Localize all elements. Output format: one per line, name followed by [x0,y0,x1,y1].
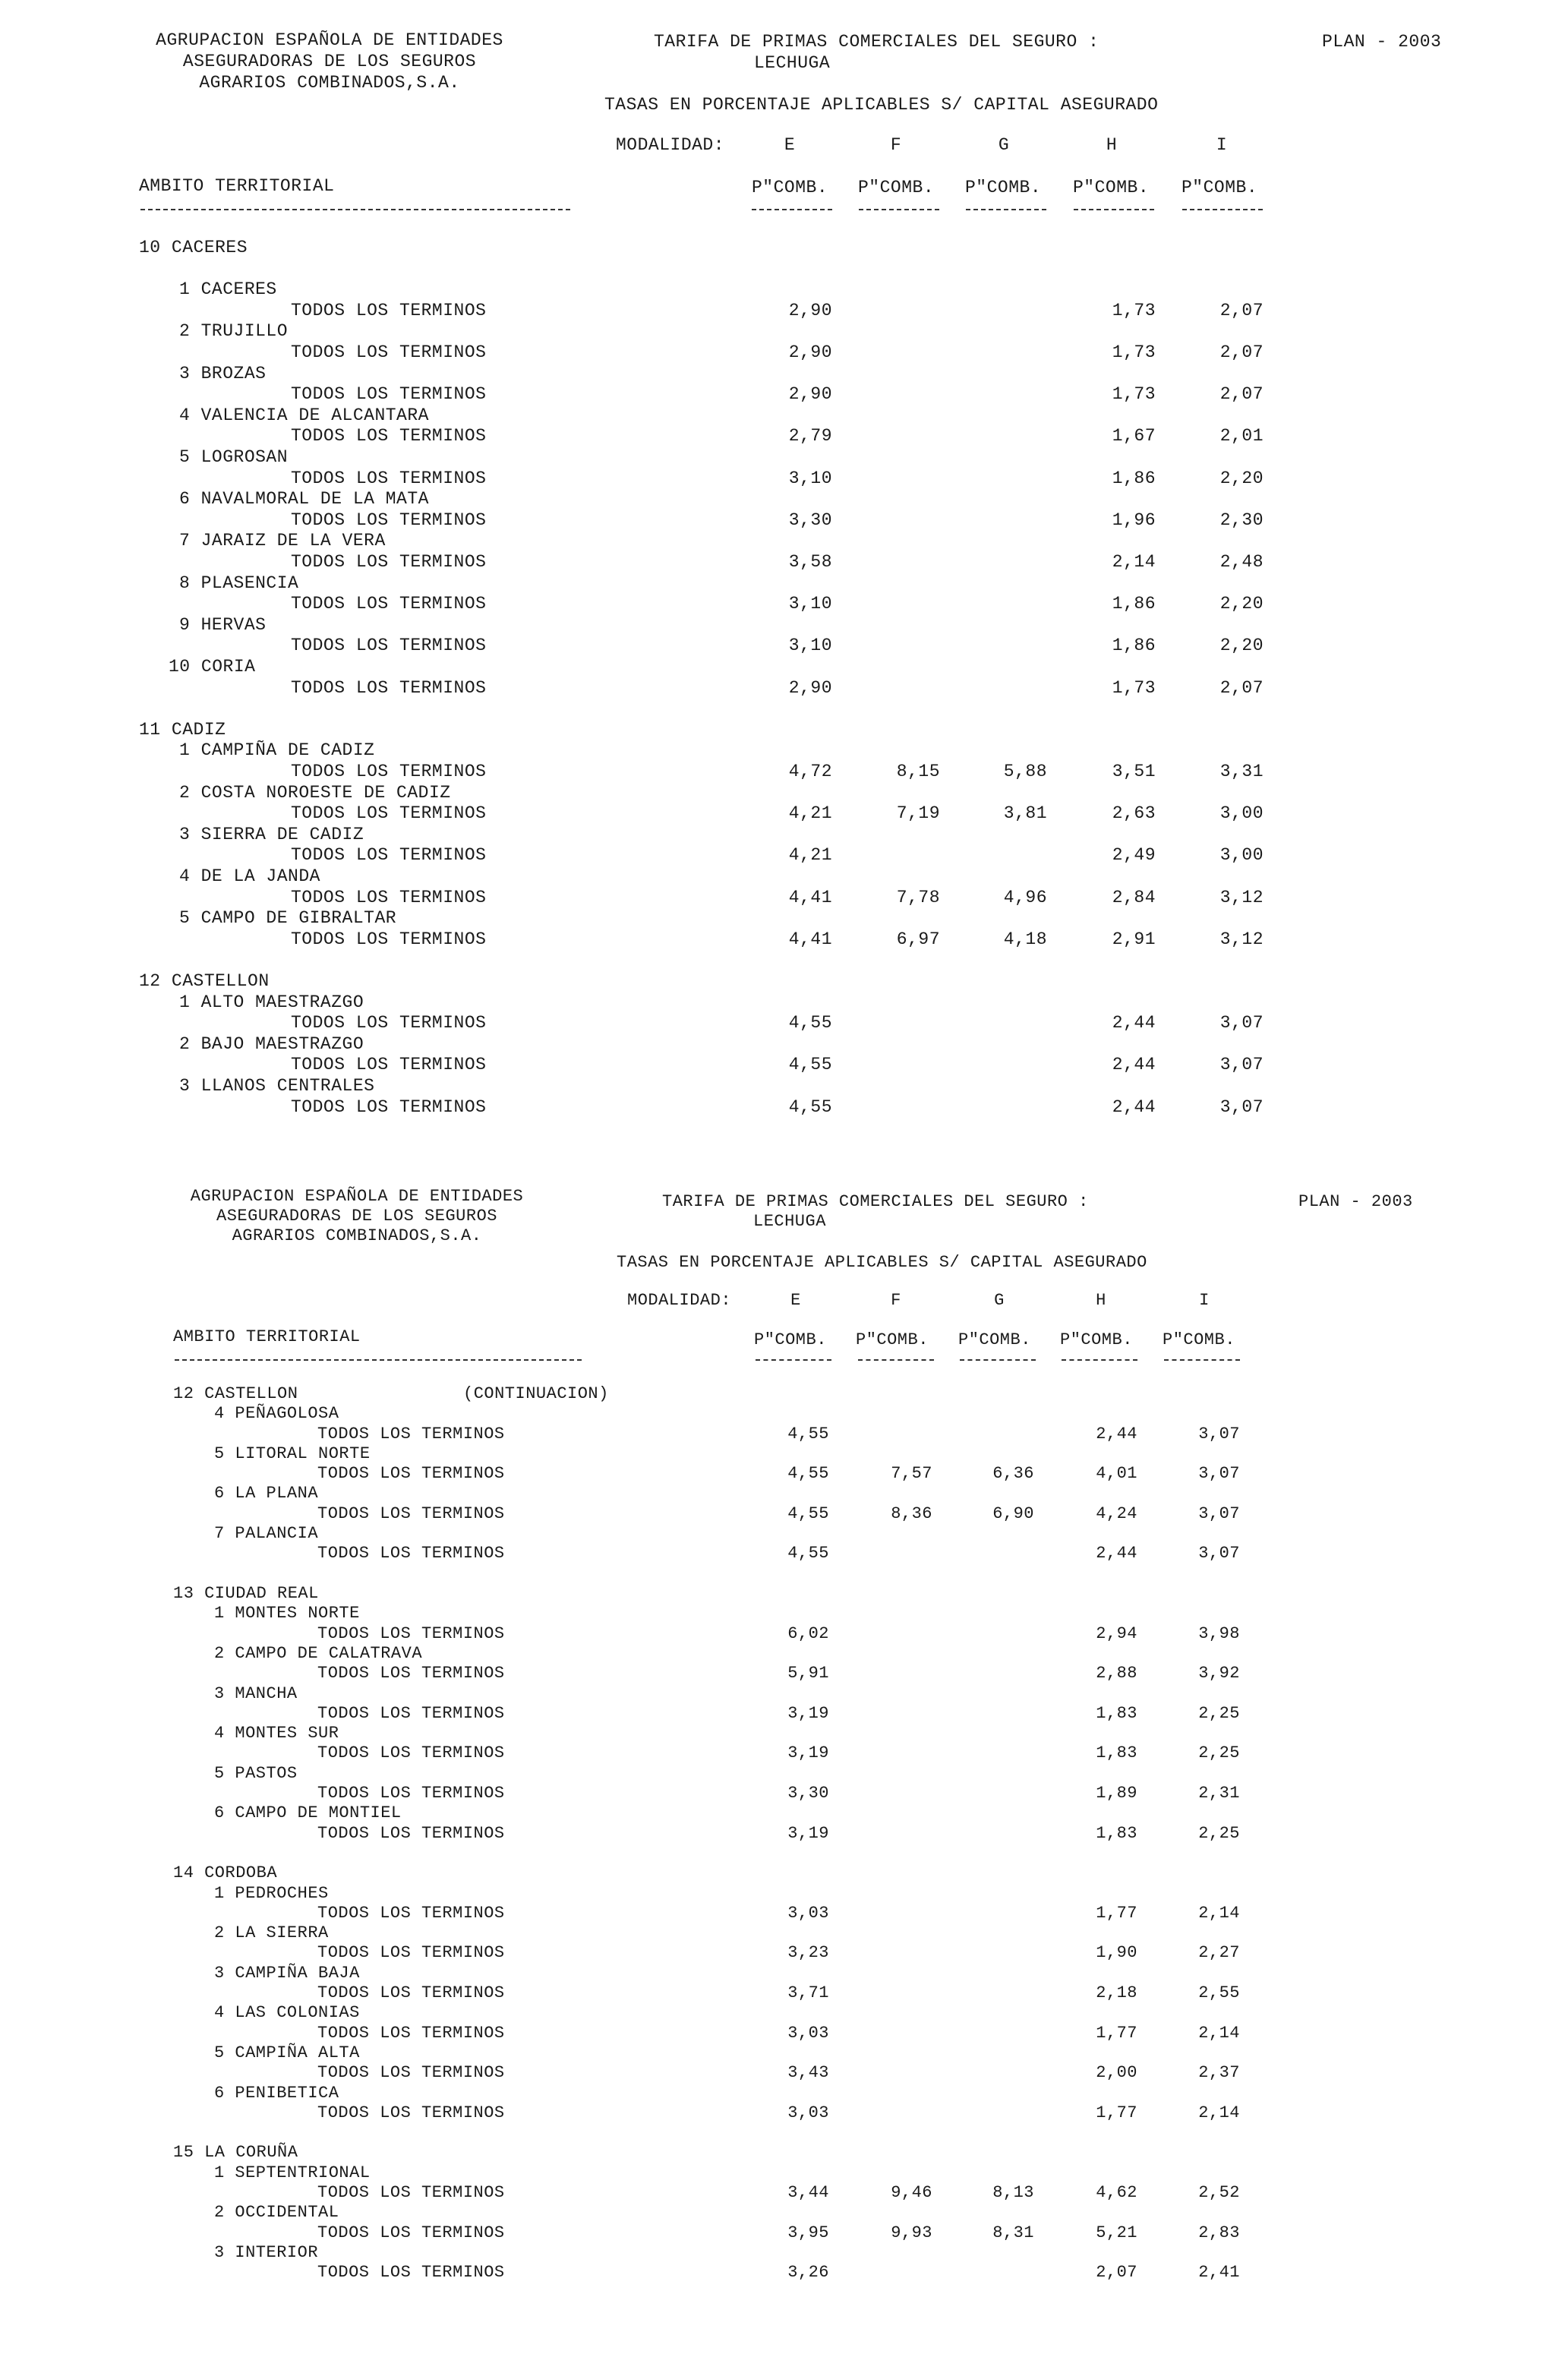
comarca-label: 4 VALENCIA DE ALCANTARA [179,405,429,425]
rate-h: 4,24 [1096,1504,1137,1523]
modalidad-h: H [1096,1291,1106,1310]
rate-h: 1,73 [1112,384,1156,404]
rate-f: 7,57 [891,1464,932,1483]
comarca-label: 2 COSTA NOROESTE DE CADIZ [179,783,451,803]
col-underline-f [859,209,939,210]
terminos-label: TODOS LOS TERMINOS [317,1824,505,1843]
terminos-label: TODOS LOS TERMINOS [291,929,487,949]
comarca-label: 2 BAJO MAESTRAZGO [179,1034,364,1054]
rate-i: 2,52 [1198,2183,1240,2202]
rate-e: 2,90 [788,301,832,320]
comarca-label: 6 CAMPO DE MONTIEL [214,1803,402,1822]
rate-g: 4,96 [1003,888,1047,907]
rate-h: 2,84 [1112,888,1156,907]
rate-i: 3,00 [1219,803,1264,823]
rate-h: 1,73 [1112,342,1156,362]
col-underline-i [1182,209,1263,210]
comarca-label: 5 LOGROSAN [179,447,289,467]
rate-e: 2,90 [788,384,832,404]
rate-h: 3,51 [1112,762,1156,781]
comarca-label: 8 PLASENCIA [179,573,299,593]
col-header-h: P"COMB. [1073,178,1150,197]
rate-e: 3,23 [787,1943,829,1962]
rate-g: 6,36 [992,1464,1034,1483]
rate-f: 9,46 [891,2183,932,2202]
terminos-label: TODOS LOS TERMINOS [291,426,487,446]
rate-e: 3,95 [787,2223,829,2242]
rate-e: 3,58 [788,552,832,572]
terminos-label: TODOS LOS TERMINOS [317,2223,505,2242]
rate-e: 2,90 [788,678,832,698]
rate-e: 3,03 [787,1904,829,1923]
ambito-underline [140,209,570,210]
terminos-label: TODOS LOS TERMINOS [291,888,487,907]
col-underline-i [1164,1359,1240,1361]
comarca-label: 2 TRUJILLO [179,321,289,341]
col-header-e: P"COMB. [754,1330,827,1349]
rate-h: 1,73 [1112,301,1156,320]
terminos-label: TODOS LOS TERMINOS [291,1097,487,1117]
rate-e: 4,55 [787,1504,829,1523]
col-underline-e [752,209,832,210]
comarca-label: 3 SIERRA DE CADIZ [179,825,364,844]
rate-i: 2,55 [1198,1983,1240,2002]
terminos-label: TODOS LOS TERMINOS [291,510,487,530]
rate-i: 2,48 [1219,552,1264,572]
comarca-label: 4 PEÑAGOLOSA [214,1404,339,1423]
modalidad-i: I [1199,1291,1210,1310]
modalidad-label: MODALIDAD: [616,135,725,155]
rate-i: 2,14 [1198,2103,1240,2122]
rate-h: 1,83 [1096,1704,1137,1723]
rate-g: 6,90 [992,1504,1034,1523]
comarca-label: 5 PASTOS [214,1764,298,1783]
comarca-label: 3 INTERIOR [214,2243,319,2262]
rate-i: 3,12 [1219,888,1264,907]
terminos-label: TODOS LOS TERMINOS [291,342,487,362]
rate-f: 8,36 [891,1504,932,1523]
rate-i: 2,20 [1219,469,1264,488]
terminos-label: TODOS LOS TERMINOS [291,1055,487,1074]
modalidad-label: MODALIDAD: [627,1291,732,1310]
rate-h: 2,14 [1112,552,1156,572]
modalidad-g: G [998,135,1010,155]
rate-h: 2,49 [1112,845,1156,865]
terminos-label: TODOS LOS TERMINOS [317,1464,505,1483]
comarca-label: 5 CAMPIÑA ALTA [214,2043,360,2062]
terminos-label: TODOS LOS TERMINOS [317,2024,505,2043]
rate-e: 4,41 [788,929,832,949]
rate-i: 2,07 [1219,342,1264,362]
col-underline-g [960,1359,1036,1361]
ambito-label: AMBITO TERRITORIAL [173,1327,361,1346]
comarca-label: 7 JARAIZ DE LA VERA [179,531,386,551]
rate-i: 3,12 [1219,929,1264,949]
comarca-label: 10 CORIA [169,657,256,677]
rate-h: 1,89 [1096,1784,1137,1803]
rate-h: 2,91 [1112,929,1156,949]
col-header-h: P"COMB. [1060,1330,1133,1349]
rate-h: 2,94 [1096,1624,1137,1643]
comarca-label: 3 MANCHA [214,1684,298,1703]
modalidad-f: F [891,1291,901,1310]
col-header-f: P"COMB. [858,178,935,197]
rate-g: 8,31 [992,2223,1034,2242]
terminos-label: TODOS LOS TERMINOS [291,636,487,655]
rate-e: 6,02 [787,1624,829,1643]
rate-h: 2,44 [1112,1055,1156,1074]
terminos-label: TODOS LOS TERMINOS [317,1624,505,1643]
comarca-label: 3 LLANOS CENTRALES [179,1076,375,1096]
rate-h: 2,00 [1096,2063,1137,2082]
rate-i: 3,92 [1198,1664,1240,1683]
rate-h: 1,83 [1096,1743,1137,1762]
rate-h: 1,86 [1112,594,1156,614]
terminos-label: TODOS LOS TERMINOS [291,845,487,865]
terminos-label: TODOS LOS TERMINOS [317,1943,505,1962]
province-heading: 15 LA CORUÑA [173,2143,298,2162]
comarca-label: 9 HERVAS [179,615,267,635]
rate-f: 9,93 [891,2223,932,2242]
rate-i: 2,20 [1219,636,1264,655]
terminos-label: TODOS LOS TERMINOS [317,2263,505,2282]
province-heading: 12 CASTELLON [173,1384,298,1403]
rate-h: 1,77 [1096,2024,1137,2043]
modalidad-f: F [890,135,902,155]
rate-e: 3,19 [787,1824,829,1843]
rate-i: 3,07 [1198,1504,1240,1523]
rate-e: 2,79 [788,426,832,446]
col-header-g: P"COMB. [965,178,1042,197]
rate-h: 4,01 [1096,1464,1137,1483]
org-name-line-3: AGRARIOS COMBINADOS,S.A. [232,1226,482,1245]
terminos-label: TODOS LOS TERMINOS [317,1904,505,1923]
rate-i: 2,25 [1198,1824,1240,1843]
rate-e: 3,10 [788,594,832,614]
col-underline-g [966,209,1046,210]
rate-h: 2,88 [1096,1664,1137,1683]
comarca-label: 2 LA SIERRA [214,1923,329,1942]
rate-h: 2,44 [1112,1013,1156,1033]
terminos-label: TODOS LOS TERMINOS [291,678,487,698]
org-name-line-3: AGRARIOS COMBINADOS,S.A. [199,73,460,93]
rate-i: 2,01 [1219,426,1264,446]
rate-e: 3,71 [787,1983,829,2002]
rate-e: 4,55 [787,1544,829,1563]
col-underline-h [1074,209,1154,210]
col-header-f: P"COMB. [856,1330,929,1349]
comarca-label: 6 LA PLANA [214,1484,319,1503]
rate-i: 2,31 [1198,1784,1240,1803]
comarca-label: 5 LITORAL NORTE [214,1444,371,1463]
rate-h: 1,86 [1112,469,1156,488]
rate-g: 3,81 [1003,803,1047,823]
province-heading: 14 CORDOBA [173,1863,278,1882]
province-heading: 11 CADIZ [139,720,226,740]
rate-h: 2,44 [1096,1425,1137,1444]
terminos-label: TODOS LOS TERMINOS [291,384,487,404]
rate-i: 3,07 [1198,1464,1240,1483]
rate-i: 2,83 [1198,2223,1240,2242]
province-heading: 13 CIUDAD REAL [173,1584,319,1603]
rate-i: 2,07 [1219,678,1264,698]
rate-f: 6,97 [896,929,940,949]
province-heading: 10 CACERES [139,238,248,257]
rate-e: 4,55 [788,1055,832,1074]
rate-i: 2,25 [1198,1704,1240,1723]
rate-e: 3,30 [788,510,832,530]
rate-i: 3,07 [1198,1425,1240,1444]
rate-h: 1,73 [1112,678,1156,698]
terminos-label: TODOS LOS TERMINOS [291,552,487,572]
org-name-line-1: AGRUPACION ESPAÑOLA DE ENTIDADES [190,1187,524,1206]
rate-i: 2,30 [1219,510,1264,530]
terminos-label: TODOS LOS TERMINOS [317,1704,505,1723]
comarca-label: 4 DE LA JANDA [179,866,320,886]
rate-i: 2,14 [1198,1904,1240,1923]
rate-e: 3,43 [787,2063,829,2082]
rate-i: 2,37 [1198,2063,1240,2082]
plan-year: PLAN - 2003 [1322,32,1442,52]
crop-name: LECHUGA [753,1212,826,1231]
terminos-label: TODOS LOS TERMINOS [317,1425,505,1444]
rate-h: 2,44 [1112,1097,1156,1117]
comarca-label: 2 OCCIDENTAL [214,2203,339,2222]
rate-h: 1,83 [1096,1824,1137,1843]
rate-e: 4,41 [788,888,832,907]
terminos-label: TODOS LOS TERMINOS [317,1504,505,1523]
rate-h: 5,21 [1096,2223,1137,2242]
rate-h: 1,77 [1096,1904,1137,1923]
rate-i: 3,07 [1219,1055,1264,1074]
col-header-g: P"COMB. [958,1330,1031,1349]
rate-h: 1,96 [1112,510,1156,530]
col-underline-e [756,1359,831,1361]
rate-i: 2,25 [1198,1743,1240,1762]
rate-i: 3,31 [1219,762,1264,781]
rate-i: 2,07 [1219,301,1264,320]
modalidad-i: I [1216,135,1228,155]
org-name-line-1: AGRUPACION ESPAÑOLA DE ENTIDADES [156,30,503,50]
rate-e: 3,03 [787,2103,829,2122]
terminos-label: TODOS LOS TERMINOS [291,594,487,614]
rate-i: 3,98 [1198,1624,1240,1643]
rate-g: 5,88 [1003,762,1047,781]
comarca-label: 1 PEDROCHES [214,1884,329,1903]
terminos-label: TODOS LOS TERMINOS [317,1664,505,1683]
comarca-label: 1 MONTES NORTE [214,1604,360,1623]
rate-e: 3,10 [788,469,832,488]
tariff-title: TARIFA DE PRIMAS COMERCIALES DEL SEGURO : [662,1192,1089,1211]
rate-e: 4,72 [788,762,832,781]
rate-f: 7,19 [896,803,940,823]
rates-subtitle: TASAS EN PORCENTAJE APLICABLES S/ CAPITAL ASEGURADO [617,1253,1147,1272]
rate-i: 3,07 [1219,1097,1264,1117]
rate-h: 1,67 [1112,426,1156,446]
province-heading: 12 CASTELLON [139,971,270,991]
rate-h: 2,63 [1112,803,1156,823]
comarca-label: 4 LAS COLONIAS [214,2003,360,2022]
rate-e: 4,55 [787,1425,829,1444]
rate-e: 3,26 [787,2263,829,2282]
crop-name: LECHUGA [754,53,831,73]
col-header-i: P"COMB. [1163,1330,1235,1349]
terminos-label: TODOS LOS TERMINOS [317,2063,505,2082]
rate-e: 4,55 [787,1464,829,1483]
comarca-label: 3 BROZAS [179,364,267,383]
rate-e: 3,19 [787,1743,829,1762]
org-name-line-2: ASEGURADORAS DE LOS SEGUROS [216,1207,497,1226]
rate-i: 3,00 [1219,845,1264,865]
terminos-label: TODOS LOS TERMINOS [291,1013,487,1033]
terminos-label: TODOS LOS TERMINOS [317,2183,505,2202]
rate-e: 4,21 [788,845,832,865]
terminos-label: TODOS LOS TERMINOS [291,469,487,488]
terminos-label: TODOS LOS TERMINOS [291,803,487,823]
modalidad-g: G [994,1291,1005,1310]
rate-i: 2,27 [1198,1943,1240,1962]
comarca-label: 7 PALANCIA [214,1524,319,1543]
modalidad-h: H [1106,135,1118,155]
rate-e: 3,03 [787,2024,829,2043]
plan-year: PLAN - 2003 [1298,1192,1413,1211]
rate-e: 3,10 [788,636,832,655]
comarca-label: 1 CAMPIÑA DE CADIZ [179,740,375,760]
comarca-label: 6 PENIBETICA [214,2084,339,2103]
ambito-label: AMBITO TERRITORIAL [139,176,335,196]
col-header-i: P"COMB. [1182,178,1258,197]
comarca-label: 2 CAMPO DE CALATRAVA [214,1644,423,1663]
rate-e: 4,21 [788,803,832,823]
rate-h: 2,07 [1096,2263,1137,2282]
terminos-label: TODOS LOS TERMINOS [317,1784,505,1803]
rate-e: 4,55 [788,1097,832,1117]
rate-e: 3,44 [787,2183,829,2202]
terminos-label: TODOS LOS TERMINOS [291,301,487,320]
rate-h: 2,18 [1096,1983,1137,2002]
rate-e: 3,30 [787,1784,829,1803]
comarca-label: 4 MONTES SUR [214,1724,339,1743]
comarca-label: 1 ALTO MAESTRAZGO [179,992,364,1012]
terminos-label: TODOS LOS TERMINOS [317,1743,505,1762]
rate-h: 1,77 [1096,2103,1137,2122]
terminos-label: TODOS LOS TERMINOS [317,2103,505,2122]
rate-i: 2,20 [1219,594,1264,614]
modalidad-e: E [784,135,796,155]
rate-g: 4,18 [1003,929,1047,949]
rate-h: 1,90 [1096,1943,1137,1962]
rate-i: 2,07 [1219,384,1264,404]
rate-f: 7,78 [896,888,940,907]
terminos-label: TODOS LOS TERMINOS [291,762,487,781]
comarca-label: 3 CAMPIÑA BAJA [214,1964,360,1983]
comarca-label: 5 CAMPO DE GIBRALTAR [179,908,397,928]
terminos-label: TODOS LOS TERMINOS [317,1544,505,1563]
rate-i: 3,07 [1198,1544,1240,1563]
rate-e: 3,19 [787,1704,829,1723]
terminos-label: TODOS LOS TERMINOS [317,1983,505,2002]
col-underline-h [1062,1359,1137,1361]
rate-i: 2,14 [1198,2024,1240,2043]
rate-i: 3,07 [1219,1013,1264,1033]
col-header-e: P"COMB. [752,178,828,197]
continuation-note: (CONTINUACION) [463,1384,609,1403]
comarca-label: 6 NAVALMORAL DE LA MATA [179,489,429,509]
modalidad-e: E [790,1291,801,1310]
rate-e: 2,90 [788,342,832,362]
col-underline-f [858,1359,934,1361]
tariff-title: TARIFA DE PRIMAS COMERCIALES DEL SEGURO : [654,32,1099,52]
comarca-label: 1 CACERES [179,279,277,299]
rate-e: 5,91 [787,1664,829,1683]
rate-i: 2,41 [1198,2263,1240,2282]
rate-h: 1,86 [1112,636,1156,655]
rate-g: 8,13 [992,2183,1034,2202]
rate-h: 2,44 [1096,1544,1137,1563]
rates-subtitle: TASAS EN PORCENTAJE APLICABLES S/ CAPITAL ASEGURADO [604,95,1159,115]
rate-f: 8,15 [896,762,940,781]
rate-h: 4,62 [1096,2183,1137,2202]
rate-e: 4,55 [788,1013,832,1033]
ambito-underline [175,1359,582,1361]
org-name-line-2: ASEGURADORAS DE LOS SEGUROS [182,52,477,71]
comarca-label: 1 SEPTENTRIONAL [214,2163,371,2182]
